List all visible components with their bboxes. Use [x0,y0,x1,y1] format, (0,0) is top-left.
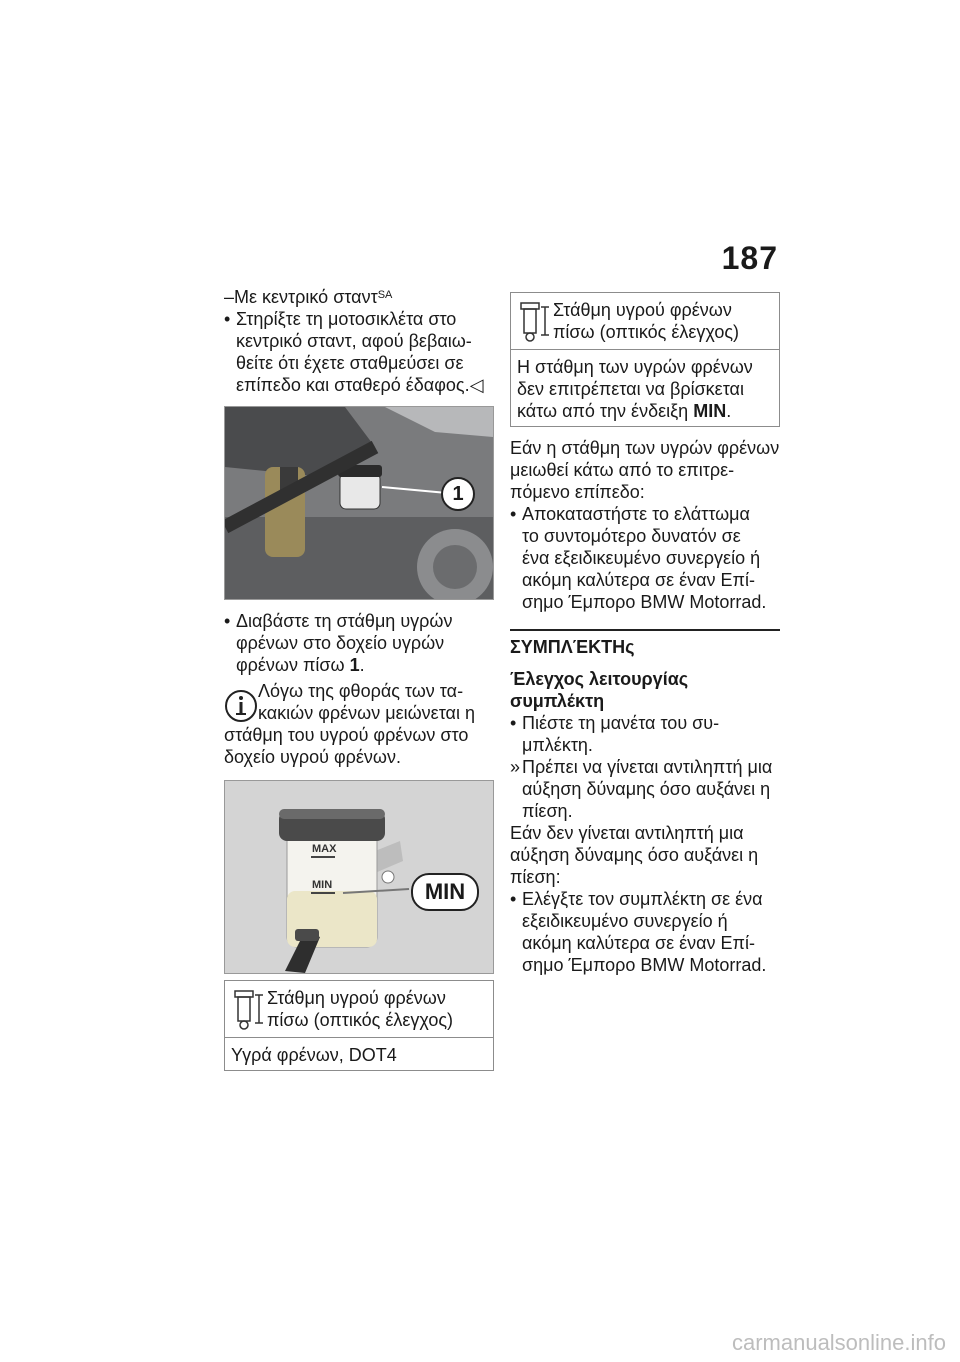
page-number: 187 [721,240,778,276]
spec-value: Υγρά φρένων, DOT4 [231,1045,397,1065]
sa-line: –Με κεντρικό σταντ$^{SA}$ [224,287,393,307]
sa-superscript: SA [377,289,393,301]
paragraph-low-level: Εάν η στάθμη των υγρών φρένων μειωθεί κάτω από το επιτρε- πόμενο επίπεδο: [510,438,780,502]
min-label: MIN [693,401,727,421]
callout-1: 1 [441,477,475,511]
min-marking: MIN [312,879,333,891]
step-read-level: • Διαβάστε τη στάθμη υγρών φρένων στο δοχείο υγρών φρένων πίσω 1. [224,611,453,675]
bullet: • [224,611,231,631]
reservoir-closeup-photo [224,780,494,974]
spec-box-min-level: Στάθμη υγρού φρένων πίσω (οπτικός έλεγχος) Η στάθμη των υγρών φρένων δεν επιτρέπεται να βρίσκεται κάτω από την ένδειξη MIN. [510,292,780,427]
fluid-level-icon [231,987,267,1031]
bullet: • [510,713,517,733]
step-support-bike: • Στηρίξτε τη μοτοσικλέτα στο κεντρικό σταντ, αφού βεβαιω- θείτε ότι έχετε σταθμεύσει σε επίπεδο και σταθερό έδαφος.◁ [224,309,484,395]
right-column [510,292,780,976]
result-line: » Πρέπει να γίνεται αντιληπτή μια αύξηση δύναμης όσο αυξάνει η πίεση. [510,757,773,821]
paragraph-no-force: Εάν δεν γίνεται αντιληπτή μια αύξηση δύναμης όσο αυξάνει η πίεση: [510,823,759,887]
bullet: • [224,309,231,329]
bullet: • [510,504,517,524]
info-note: Λόγω της φθοράς των τα- κακιών φρένων μειώνεται η [224,680,494,724]
fluid-level-icon [517,299,553,343]
result-marker: » [510,757,521,777]
step-press-lever: • Πιέστε τη μανέτα του συ- μπλέκτη. [510,713,720,755]
left-column: –Με κεντρικό σταντ$^{SA}$ • Στηρίξτε τη μοτοσικλέτα στο κεντρικό σταντ, αφού βεβαιω- θείτε ότι έχετε σταθμεύσει σε επίπεδο και σταθερό έδαφος.◁ 1 • Διαβάστε τη στάθμη υγρών φρένων στο δοχείο υγρών φρένων πίσω 1. Λόγω της φθοράς των τα- κακιών φρένων μειώνεται η στάθμη του υγρού φρένων στο δοχείο υγρού φρένων. MAX MIN MIN Στάθμη υγρού φρένων πίσω (οπτικός έλεγχος) Υγρά φρένων, DOT4 [224,286,494,1071]
watermark-footer: carmanualsonline.info [731,1330,946,1355]
spec-value: Η στάθμη των υγρών φρένων δεν επιτρέπεται να βρίσκεται κάτω από την ένδειξη MIN. [517,357,753,421]
spec-box-fluid-type: Στάθμη υγρού φρένων πίσω (οπτικός έλεγχος) Υγρά φρένων, DOT4 [224,980,494,1071]
reference-number: 1 [349,655,360,675]
rear-reservoir-photo [224,406,494,600]
section-heading: ΣΥΜΠΛΈΚΤΗς [510,629,780,658]
info-icon [224,688,258,724]
step-repair: • Αποκαταστήστε το ελάττωμα το συντομότερο δυνατόν σε ένα εξειδικευμένο συνεργείο ή ακόμη καλύτερα σε έναν Επί- σημο Έμπορο BMW Motorrad. [510,504,767,612]
min-callout: MIN [411,873,479,911]
step-check-clutch: • Ελέγξτε τον συμπλέκτη σε ένα εξειδικευμένο συνεργείο ή ακόμη καλύτερα σε έναν Επί- σημο Έμπορο BMW Motorrad. [510,889,767,975]
bullet: • [510,889,517,909]
max-marking: MAX [312,843,337,855]
subsection-heading: Έλεγχος λειτουργίας συμπλέκτη [510,669,689,711]
